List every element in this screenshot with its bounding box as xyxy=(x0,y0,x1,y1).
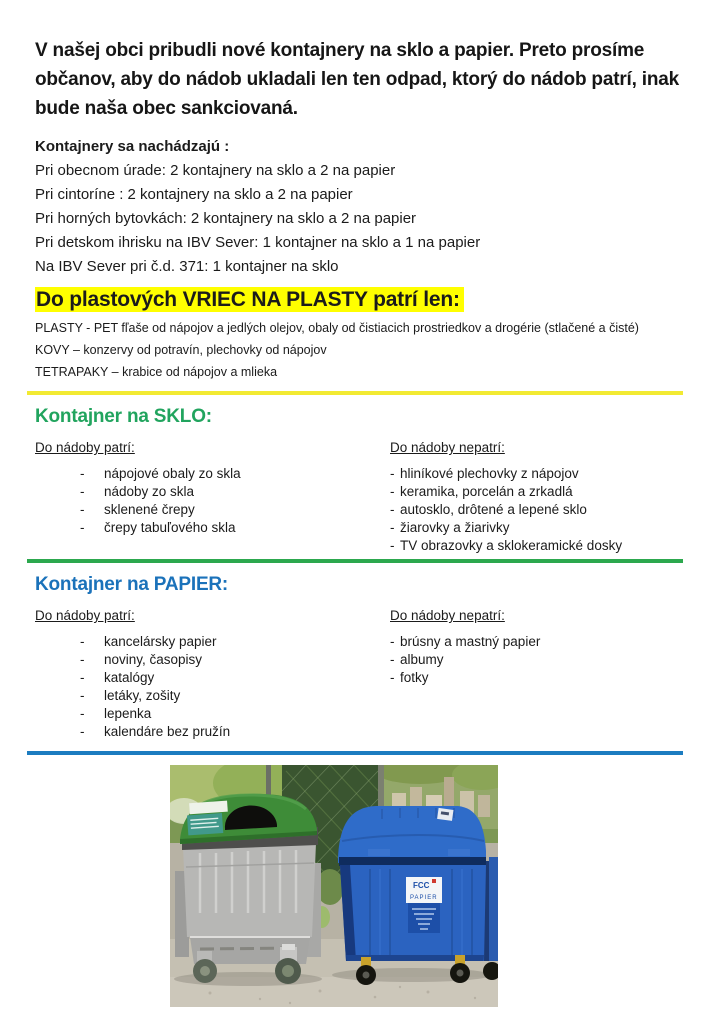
dash-marker: - xyxy=(390,502,395,517)
list-item xyxy=(390,501,683,519)
paper-allowed-list xyxy=(80,633,390,741)
list-item-text: hliníkové plechovky z nápojov xyxy=(400,466,579,481)
location-line: Pri cintoríne : 2 kontajnery na sklo a 2 na papier xyxy=(35,186,353,203)
plastic-line: KOVY – konzervy od potravín, plechovky od nápojov xyxy=(35,343,327,357)
list-item-text: autosklo, drôtené a lepené sklo xyxy=(400,502,587,517)
list-item-text: letáky, zošity xyxy=(104,688,181,703)
dash-marker: - xyxy=(390,652,395,667)
list-item-text: brúsny a mastný papier xyxy=(400,634,541,649)
list-item-text: kalendáre bez pružín xyxy=(104,724,231,739)
plastic-line: TETRAPAKY – krabice od nápojov a mlieka xyxy=(35,365,278,379)
list-item xyxy=(80,633,390,651)
glass-not-allowed-list xyxy=(390,465,683,555)
list-item xyxy=(390,669,683,687)
paper-allowed-column xyxy=(35,607,390,741)
intro-paragraph: V našej obci pribudli nové kontajnery na sklo a papier. Preto prosíme občanov, aby do nádob ukladali len ten odpad, ktorý do nádob patrí, inak bude naša obec sankciovaná. xyxy=(35,40,679,119)
list-item xyxy=(80,651,390,669)
glass-allowed-heading: Do nádoby patrí: xyxy=(35,440,135,455)
location-line: Pri obecnom úrade: 2 kontajnery na sklo a 2 na papier xyxy=(35,162,396,179)
list-item xyxy=(80,687,390,705)
list-item-text: fotky xyxy=(400,670,429,685)
paper-section-heading: Kontajner na PAPIER: xyxy=(35,574,229,595)
dash-marker: - xyxy=(80,466,85,481)
list-item-text: noviny, časopisy xyxy=(104,652,203,667)
list-item xyxy=(80,465,390,483)
dash-marker: - xyxy=(80,688,85,703)
list-item xyxy=(80,483,390,501)
containers-photo-graphic xyxy=(170,765,498,1007)
locations-section xyxy=(35,135,683,279)
list-item xyxy=(390,483,683,501)
list-item-text: albumy xyxy=(400,652,444,667)
dash-marker: - xyxy=(80,670,85,685)
containers-photo xyxy=(170,765,498,1007)
list-item xyxy=(390,519,683,537)
glass-not-allowed-heading: Do nádoby nepatrí: xyxy=(390,440,505,455)
location-line: Pri detskom ihrisku na IBV Sever: 1 kontajner na sklo a 1 na papier xyxy=(35,234,481,251)
location-line: Na IBV Sever pri č.d. 371: 1 kontajner na sklo xyxy=(35,258,339,275)
list-item-text: TV obrazovky a sklokeramické dosky xyxy=(400,538,623,553)
green-divider xyxy=(27,559,683,563)
location-line: Pri horných bytovkách: 2 kontajnery na sklo a 2 na papier xyxy=(35,210,417,227)
dash-marker: - xyxy=(390,670,395,685)
plastic-section-heading xyxy=(35,285,683,314)
paper-not-allowed-list xyxy=(390,633,683,687)
paper-container-graphic xyxy=(332,806,498,985)
list-item-text: nádoby zo skla xyxy=(104,484,195,499)
list-item xyxy=(390,465,683,483)
list-item-text: žiarovky a žiarivky xyxy=(400,520,510,535)
list-item xyxy=(80,519,390,537)
glass-columns xyxy=(35,439,683,555)
list-item-text: keramika, porcelán a zrkadlá xyxy=(400,484,573,499)
list-item xyxy=(390,651,683,669)
dash-marker: - xyxy=(390,484,395,499)
glass-not-allowed-column xyxy=(390,439,683,555)
plastic-line: PLASTY - PET fľaše od nápojov a jedlých olejov, obaly od čistiacich prostriedkov a drogérie (stlačené a čisté) xyxy=(35,321,639,335)
dash-marker: - xyxy=(80,520,85,535)
glass-allowed-column xyxy=(35,439,390,555)
highlighted-heading-text: Do plastových VRIEC NA PLASTY patrí len: xyxy=(35,287,464,312)
blue-divider xyxy=(27,751,683,755)
dash-marker: - xyxy=(390,520,395,535)
dash-marker: - xyxy=(390,538,395,553)
locations-heading: Kontajnery sa nachádzajú : xyxy=(35,138,230,155)
list-item xyxy=(390,633,683,651)
list-item-text: sklenené črepy xyxy=(104,502,195,517)
list-item-text: katalógy xyxy=(104,670,155,685)
glass-section-heading: Kontajner na SKLO: xyxy=(35,406,212,427)
dash-marker: - xyxy=(390,466,395,481)
list-item-text: lepenka xyxy=(104,706,152,721)
paper-not-allowed-column xyxy=(390,607,683,741)
paper-columns xyxy=(35,607,683,741)
list-item-text: črepy tabuľového skla xyxy=(104,520,236,535)
dash-marker: - xyxy=(80,706,85,721)
list-item xyxy=(80,669,390,687)
sticker-brand-text: FCC xyxy=(413,881,430,890)
list-item-text: kancelársky papier xyxy=(104,634,217,649)
dash-marker: - xyxy=(80,724,85,739)
list-item xyxy=(80,723,390,741)
dash-marker: - xyxy=(80,502,85,517)
dash-marker: - xyxy=(80,652,85,667)
dash-marker: - xyxy=(80,484,85,499)
list-item xyxy=(390,537,683,555)
glass-allowed-list xyxy=(80,465,390,537)
paper-allowed-heading: Do nádoby patrí: xyxy=(35,608,135,623)
list-item xyxy=(80,501,390,519)
paper-not-allowed-heading: Do nádoby nepatrí: xyxy=(390,608,505,623)
sticker-label-text: PAPIER xyxy=(410,895,438,901)
glass-container-graphic xyxy=(174,794,322,986)
fcc-sticker xyxy=(406,877,442,933)
list-item-text: nápojové obaly zo skla xyxy=(104,466,241,481)
yellow-divider xyxy=(27,391,683,395)
list-item xyxy=(80,705,390,723)
dash-marker: - xyxy=(80,634,85,649)
dash-marker: - xyxy=(390,634,395,649)
